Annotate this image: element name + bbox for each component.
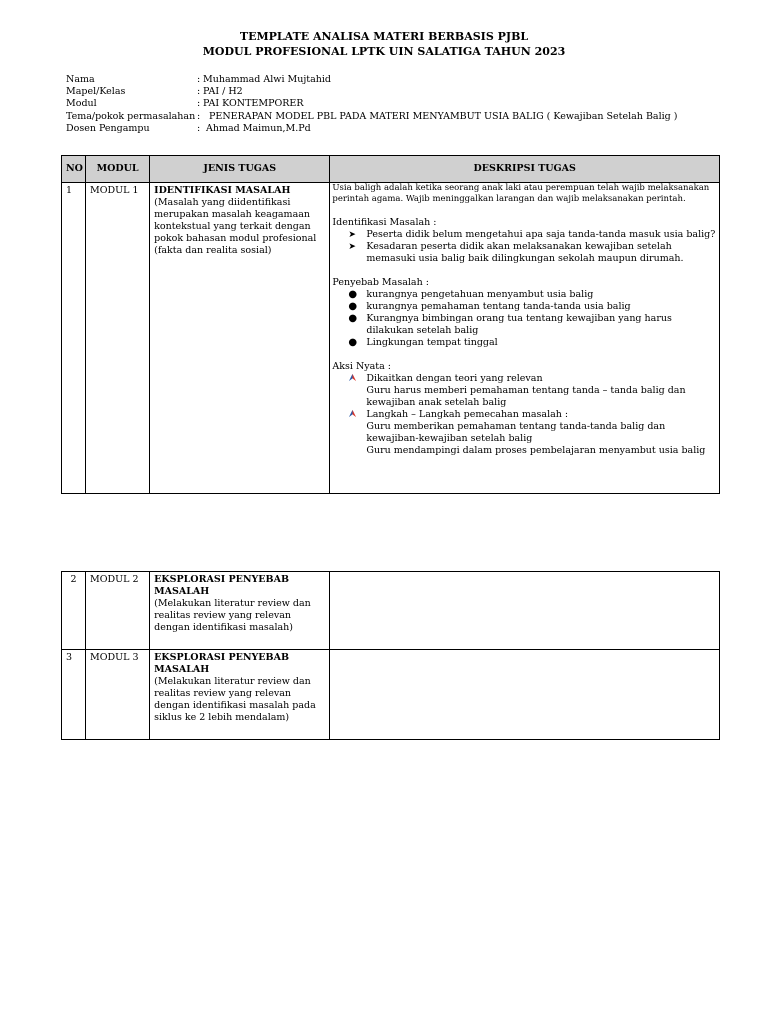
list-item-text: Peserta didik belum mengetahui apa saja tanda-tanda masuk usia balig? xyxy=(366,229,716,240)
cell-no: 1 xyxy=(62,183,86,494)
jenis-title: EKSPLORASI PENYEBAB MASALAH xyxy=(154,574,289,597)
list-item-text: Kesadaran peserta didik akan melaksanakan kewajiban setelah memasuki usia balig baik dilingkungan sekolah maupun dirumah. xyxy=(366,241,684,264)
header-modul: MODUL xyxy=(86,156,150,183)
list-item-text: Lingkungan tempat tinggal xyxy=(366,337,498,348)
arrow-bullet-icon: ➤ xyxy=(348,230,356,240)
list-item xyxy=(332,337,717,349)
task-table-1 xyxy=(61,155,720,494)
cell-jenis-tugas xyxy=(150,572,330,650)
list-item-text: kurangnya pemahaman tentang tanda-tanda usia balig xyxy=(366,301,631,312)
cell-no: 3 xyxy=(62,650,86,740)
table-row xyxy=(62,572,720,650)
info-label: Dosen Pengampu xyxy=(66,122,150,134)
cell-modul: MODUL 1 xyxy=(86,183,150,494)
jenis-description: (Masalah yang diidentifikasi merupakan masalah keagamaan kontekstual yang terkait dengan pokok bahasan modul profesional (fakta dan realita sosial) xyxy=(154,197,317,256)
info-value: PAI KONTEMPORER xyxy=(203,98,304,110)
dot-bullet-icon: ● xyxy=(348,313,358,324)
cell-deskripsi xyxy=(330,650,720,740)
info-row-tema xyxy=(66,111,677,123)
document-title-line2: MODUL PROFESIONAL LPTK UIN SALATIGA TAHUN 2023 xyxy=(202,45,566,58)
info-separator: : xyxy=(197,86,201,98)
identifikasi-heading: Identifikasi Masalah : xyxy=(332,217,437,228)
identity-block xyxy=(66,74,677,135)
info-row-nama xyxy=(66,74,677,86)
info-row-mapel xyxy=(66,86,677,98)
jenis-title: IDENTIFIKASI MASALAH xyxy=(154,185,291,196)
dot-bullet-icon: ● xyxy=(348,301,358,312)
penyebab-list xyxy=(332,289,717,349)
cell-jenis-tugas xyxy=(150,650,330,740)
header-jenis-tugas: JENIS TUGAS xyxy=(150,156,330,183)
list-item xyxy=(332,373,717,409)
info-value: Muhammad Alwi Mujtahid xyxy=(203,74,332,85)
document-title-line1: TEMPLATE ANALISA MATERI BERBASIS PJBL xyxy=(239,30,529,43)
info-row-dosen xyxy=(66,123,677,135)
list-item-text: kurangnya pengetahuan menyambut usia balig xyxy=(366,289,594,300)
dot-bullet-icon: ● xyxy=(348,289,358,300)
header-no: NO xyxy=(62,156,86,183)
list-item-subtext: Guru memberikan pemahaman tentang tanda-tanda balig dan kewajiban-kewajiban setelah balig xyxy=(366,421,666,444)
task-table-2 xyxy=(61,571,720,740)
cell-jenis-tugas xyxy=(150,183,330,494)
info-row-modul xyxy=(66,98,677,110)
list-item xyxy=(332,289,717,301)
info-value: PENERAPAN MODEL PBL PADA MATERI MENYAMBUT USIA BALIG ( Kewajiban Setelah Balig ) xyxy=(203,110,678,122)
cell-deskripsi xyxy=(330,183,720,494)
arrow-bullet-icon: ➤ xyxy=(348,242,356,252)
list-item-subtext: Guru mendampingi dalam proses pembelajaran menyambut usia balig xyxy=(366,445,706,456)
aksi-list xyxy=(332,373,717,457)
jenis-title: EKSPLORASI PENYEBAB MASALAH xyxy=(154,652,289,675)
info-value: PAI / H2 xyxy=(203,86,243,98)
info-label: Modul xyxy=(66,98,97,110)
list-item xyxy=(332,241,717,265)
cell-no: 2 xyxy=(62,572,86,650)
list-item-subtext: Guru harus memberi pemahaman tentang tanda – tanda balig dan kewajiban anak setelah balig xyxy=(366,385,686,408)
cell-deskripsi xyxy=(330,572,720,650)
list-item xyxy=(332,313,717,337)
cell-modul: MODUL 2 xyxy=(86,572,150,650)
header-deskripsi-tugas: DESKRIPSI TUGAS xyxy=(330,156,720,183)
list-item-text: Kurangnya bimbingan orang tua tentang kewajiban yang harus dilakukan setelah balig xyxy=(366,313,672,336)
info-value: Ahmad Maimun,M.Pd xyxy=(203,122,311,134)
aksi-heading: Aksi Nyata : xyxy=(332,361,391,372)
description-intro: Usia baligh adalah ketika seorang anak laki atau perempuan telah wajib melaksanakan perintah agama. Wajib meninggalkan larangan dan wajib melaksanakan perintah. xyxy=(332,183,710,204)
jenis-description: (Melakukan literatur review dan realitas review yang relevan dengan identifikasi masalah pada siklus ke 2 lebih mendalam) xyxy=(154,676,316,723)
pointer-bullet-icon xyxy=(348,409,357,418)
table-row xyxy=(62,650,720,740)
penyebab-heading: Penyebab Masalah : xyxy=(332,277,429,288)
identifikasi-list xyxy=(332,229,717,265)
info-separator: : xyxy=(197,98,201,110)
table-row xyxy=(62,183,720,494)
info-separator: : xyxy=(197,74,201,85)
list-item xyxy=(332,409,717,457)
table-header-row xyxy=(62,156,720,183)
list-item-text: Langkah – Langkah pemecahan masalah : xyxy=(366,409,569,420)
jenis-description: (Melakukan literatur review dan realitas review yang relevan dengan identifikasi masalah) xyxy=(154,598,311,633)
info-label: Nama xyxy=(66,74,95,85)
info-separator: : xyxy=(197,122,201,134)
dot-bullet-icon: ● xyxy=(348,337,358,348)
info-label: Tema/pokok permasalahan xyxy=(66,110,196,122)
pointer-bullet-icon xyxy=(348,373,357,382)
info-separator: : xyxy=(197,110,201,122)
cell-modul: MODUL 3 xyxy=(86,650,150,740)
list-item xyxy=(332,301,717,313)
list-item xyxy=(332,229,717,241)
info-label: Mapel/Kelas xyxy=(66,86,126,98)
list-item-text: Dikaitkan dengan teori yang relevan xyxy=(366,373,543,384)
